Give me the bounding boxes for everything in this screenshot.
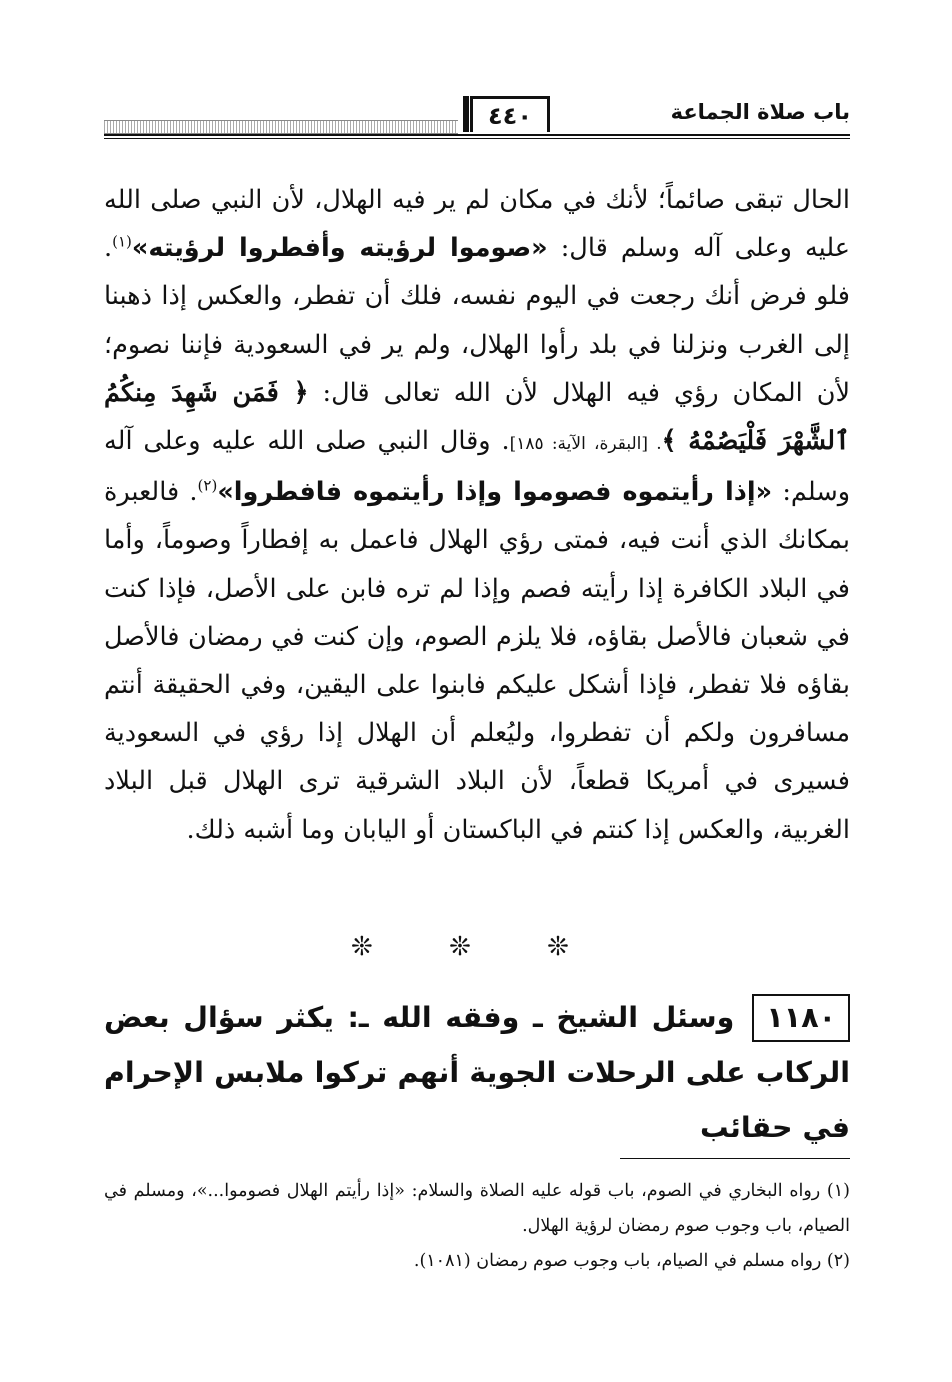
footnote-2: (٢) رواه مسلم في الصيام، باب وجوب صوم رمضان (١٠٨١). [413,1251,850,1271]
question-block [104,990,850,1155]
header-rule-thin [104,138,850,139]
header-ornament [104,120,458,134]
question-text: وسئل الشيخ ـ وفقه الله ـ: يكثر سؤال بعض الركاب على الرحلات الجوية أنهم تركوا ملابس الإحرام في حقائب [104,1001,850,1144]
text-segment: . وقال النبي صلى الله عليه وعلى آله وسلم: [104,426,851,508]
text-segment: . فالعبرة بمكانك الذي أنت فيه، فمتى رؤي الهلال فاعمل به إفطاراً وصوماً، وأما في البلاد الكافرة إذا رأيته فصم وإذا لم تره فابن على الأصل، فإذا كنت في شعبان فالأصل بقاؤه، فلا يلزم الصوم، وإن كنت في رمضان فالأصل بقاؤه فلا تفطر، فإذا أشكل عليكم فابنوا على اليقين، وفي الحقيقة أنتم مسافرون ولكم أن تفطروا، وليُعلم أن الهلال إذا رؤي في السعودية فسيرى في أمريكا قطعاً، لأن البلاد الشرقية ترى الهلال قبل البلاد الغربية، والعكس إذا كنتم في الباكستان أو اليابان وما أشبه ذلك. [104,477,850,845]
question-number: ١١٨٠ [752,994,850,1042]
footnote-marker: (٢) [197,476,218,495]
hadith-quote: «صوموا لرؤيته وأفطروا لرؤيته» [131,233,548,264]
footnote-rule [620,1158,850,1159]
text-segment: . فلو فرض أنك رجعت في اليوم نفسه، فلك أن تفطر، والعكس إذا ذهبنا إلى الغرب ونزلنا في بلد رأوا الهلال، ولم ير في السعودية فإننا نصوم؛ لأن المكان رؤي فيه الهلال لأن الله تعالى قال: [104,233,850,408]
page-number: ٤٤٠ [470,96,550,132]
running-header [104,96,850,146]
chapter-title: باب صلاة الجماعة [670,100,850,124]
verse-reference: . [البقرة، الآية: ١٨٥] [509,434,662,455]
footnote-1: (١) رواه البخاري في الصوم، باب قوله عليه الصلاة والسلام: «إذا رأيتم الهلال فصوموا...»، ومسلم في الصيام، باب وجوب صوم رمضان لرؤية الهلال. [104,1181,850,1236]
header-rule [104,134,850,136]
answer-paragraph [104,176,850,854]
quran-verse: ﴿ فَمَن شَهِدَ مِنكُمُ ٱلشَّهْرَ فَلْيَصُمْهُ ﴾ [104,377,850,457]
footnote-marker: (١) [112,232,132,251]
text-segment: الحال تبقى صائماً؛ لأنك في مكان لم ير فيه الهلال، لأن النبي صلى الله عليه وعلى آله وسلم قال: [104,185,851,264]
hadith-quote: «إذا رأيتموه فصوموا وإذا رأيتموه فافطروا» [217,477,773,508]
main-text [104,176,850,854]
section-separator: ❊ ❊ ❊ [351,932,603,962]
footnotes [104,1174,850,1279]
